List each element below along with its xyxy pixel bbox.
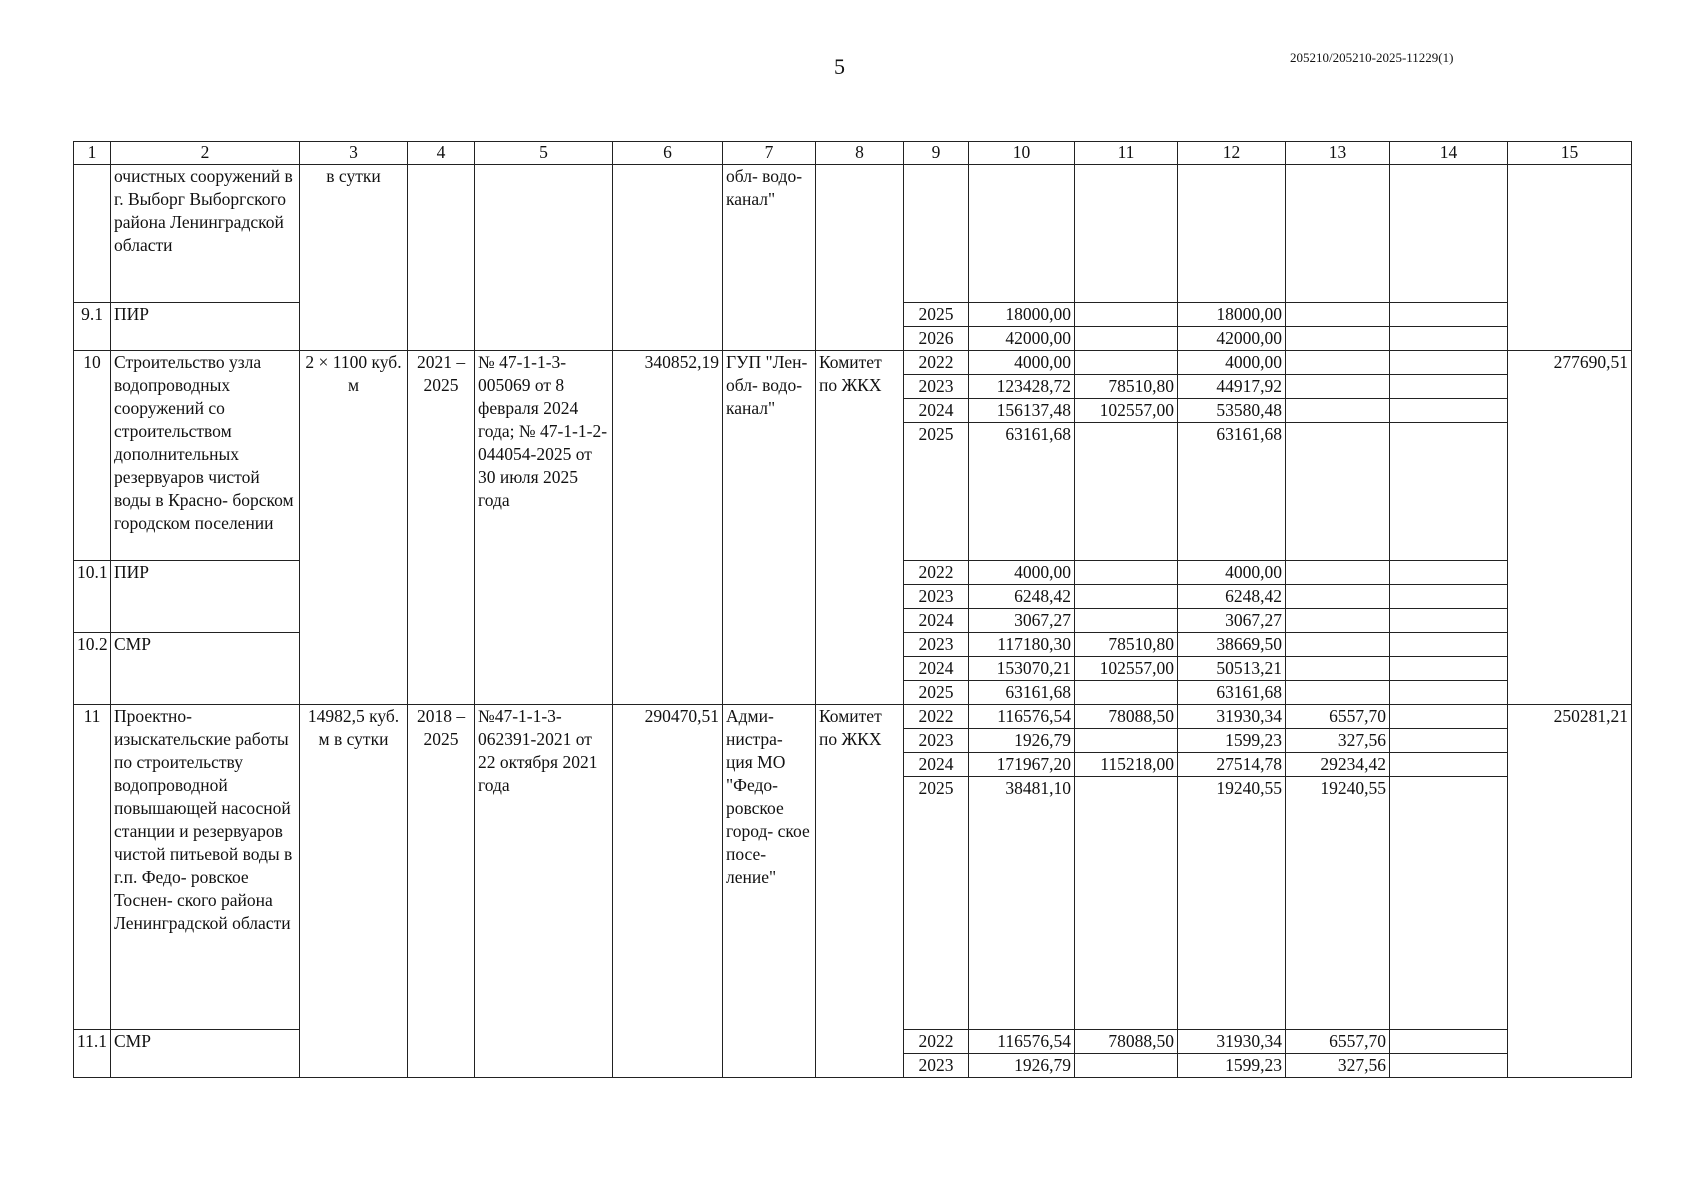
col-header: 11 <box>1075 142 1178 165</box>
cell-c12: 27514,78 <box>1178 753 1286 777</box>
cell-c12: 53580,48 <box>1178 399 1286 423</box>
cell-c14 <box>1390 423 1508 561</box>
cell-object-name: ПИР <box>111 561 300 633</box>
cell-num: 11.1 <box>74 1030 111 1078</box>
cell-year: 2022 <box>904 1030 969 1054</box>
cell-c10: 4000,00 <box>969 351 1075 375</box>
cell-c14 <box>1390 585 1508 609</box>
cell-c14 <box>1390 1030 1508 1054</box>
cell-capacity: 2 × 1100 куб. м <box>300 351 408 705</box>
cell-c10: 63161,68 <box>969 423 1075 561</box>
cell-c10: 1926,79 <box>969 729 1075 753</box>
cell-num: 11 <box>74 705 111 1030</box>
cell-c13 <box>1286 609 1390 633</box>
col-header: 15 <box>1508 142 1632 165</box>
cell-c12 <box>1178 165 1286 303</box>
cell-c10: 116576,54 <box>969 1030 1075 1054</box>
cell-c13 <box>1286 681 1390 705</box>
cell-c13 <box>1286 423 1390 561</box>
col-header: 13 <box>1286 142 1390 165</box>
col-header: 3 <box>300 142 408 165</box>
cell-year: 2026 <box>904 327 969 351</box>
cell-num: 10 <box>74 351 111 561</box>
cell-object-name: очистных сооружений в г. Выборг Выборгского района Ленинградской области <box>111 165 300 303</box>
cell-year: 2024 <box>904 657 969 681</box>
cell-c14 <box>1390 1054 1508 1078</box>
cell-c14 <box>1390 327 1508 351</box>
cell-period: 2021 – 2025 <box>408 351 475 705</box>
cell-c13 <box>1286 657 1390 681</box>
cell-customer <box>816 165 904 351</box>
cell-c11 <box>1075 609 1178 633</box>
cell-organization: ГУП "Лен- обл- водо- канал" <box>723 351 816 705</box>
column-number-row <box>74 142 1632 165</box>
cell-c13 <box>1286 351 1390 375</box>
cell-c11 <box>1075 561 1178 585</box>
cell-c12: 3067,27 <box>1178 609 1286 633</box>
cell-year: 2023 <box>904 633 969 657</box>
cell-c11 <box>1075 729 1178 753</box>
cell-year: 2025 <box>904 777 969 1030</box>
document-id: 205210/205210-2025-11229(1) <box>1290 50 1454 65</box>
cell-c12: 38669,50 <box>1178 633 1286 657</box>
cell-c10: 4000,00 <box>969 561 1075 585</box>
cell-c13 <box>1286 633 1390 657</box>
cell-c11 <box>1075 423 1178 561</box>
cell-year: 2024 <box>904 399 969 423</box>
cell-year <box>904 165 969 303</box>
cell-c10: 153070,21 <box>969 657 1075 681</box>
cell-year: 2023 <box>904 1054 969 1078</box>
cell-c13 <box>1286 165 1390 303</box>
cell-c14 <box>1390 375 1508 399</box>
cell-c11 <box>1075 327 1178 351</box>
cell-capacity: в сутки <box>300 165 408 351</box>
cell-c14 <box>1390 681 1508 705</box>
cell-c14 <box>1390 303 1508 327</box>
cell-c12: 19240,55 <box>1178 777 1286 1030</box>
cell-c12: 31930,34 <box>1178 705 1286 729</box>
cell-c11 <box>1075 681 1178 705</box>
cell-c14 <box>1390 633 1508 657</box>
cell-c14 <box>1390 657 1508 681</box>
col-header: 7 <box>723 142 816 165</box>
cell-c10: 18000,00 <box>969 303 1075 327</box>
cell-c10: 116576,54 <box>969 705 1075 729</box>
cell-c14 <box>1390 753 1508 777</box>
cell-c13 <box>1286 399 1390 423</box>
cell-c11: 78088,50 <box>1075 1030 1178 1054</box>
cell-c10: 123428,72 <box>969 375 1075 399</box>
cell-c10: 156137,48 <box>969 399 1075 423</box>
cell-year: 2023 <box>904 375 969 399</box>
cell-c14 <box>1390 729 1508 753</box>
cell-c14 <box>1390 351 1508 375</box>
cell-c10 <box>969 165 1075 303</box>
cell-c11: 102557,00 <box>1075 399 1178 423</box>
cell-c13 <box>1286 375 1390 399</box>
cell-year: 2022 <box>904 705 969 729</box>
cell-document <box>475 165 613 351</box>
cell-total: 250281,21 <box>1508 705 1632 1078</box>
cell-c13 <box>1286 303 1390 327</box>
cell-organization: обл- водо- канал" <box>723 165 816 351</box>
cell-c11 <box>1075 777 1178 1030</box>
cell-c13 <box>1286 327 1390 351</box>
cell-year: 2024 <box>904 609 969 633</box>
cell-c10: 38481,10 <box>969 777 1075 1030</box>
col-header: 9 <box>904 142 969 165</box>
col-header: 8 <box>816 142 904 165</box>
cell-c12: 44917,92 <box>1178 375 1286 399</box>
cell-c10: 3067,27 <box>969 609 1075 633</box>
cell-c14 <box>1390 561 1508 585</box>
cell-object-name: Строительство узла водопроводных сооружений со строительством дополнительных резервуаров чистой воды в Красно- борском городском поселении <box>111 351 300 561</box>
cell-num: 10.1 <box>74 561 111 633</box>
cell-period <box>408 165 475 351</box>
cell-object-name: Проектно- изыскательские работы по строительству водопроводной повышающей насосной станции и резервуаров чистой питьевой воды в г.п. Федо- ровское Тоснен- ского района Ленинградской области <box>111 705 300 1030</box>
cell-document: №47-1-1-3- 062391-2021 от 22 октября 2021 года <box>475 705 613 1078</box>
cell-c12: 1599,23 <box>1178 1054 1286 1078</box>
cell-object-name: СМР <box>111 1030 300 1078</box>
cell-c11: 102557,00 <box>1075 657 1178 681</box>
cell-c11 <box>1075 165 1178 303</box>
cell-c12: 63161,68 <box>1178 681 1286 705</box>
cell-c10: 171967,20 <box>969 753 1075 777</box>
cell-cost: 340852,19 <box>613 351 723 705</box>
cell-c10: 63161,68 <box>969 681 1075 705</box>
col-header: 6 <box>613 142 723 165</box>
col-header: 2 <box>111 142 300 165</box>
cell-object-name: ПИР <box>111 303 300 351</box>
cell-c11 <box>1075 303 1178 327</box>
cell-year: 2022 <box>904 561 969 585</box>
cell-c14 <box>1390 165 1508 303</box>
cell-document: № 47-1-1-3- 005069 от 8 февраля 2024 года; № 47-1-1-2- 044054-2025 от 30 июля 2025 года <box>475 351 613 705</box>
table-row-10 <box>74 351 1632 375</box>
cell-c10: 42000,00 <box>969 327 1075 351</box>
cell-c12: 63161,68 <box>1178 423 1286 561</box>
cell-c10: 1926,79 <box>969 1054 1075 1078</box>
col-header: 12 <box>1178 142 1286 165</box>
cell-c13: 327,56 <box>1286 1054 1390 1078</box>
col-header: 1 <box>74 142 111 165</box>
cell-c11 <box>1075 585 1178 609</box>
table-row-9-continuation <box>74 165 1632 303</box>
cell-c11 <box>1075 351 1178 375</box>
cell-c12: 4000,00 <box>1178 561 1286 585</box>
cell-c13 <box>1286 585 1390 609</box>
cell-c14 <box>1390 777 1508 1030</box>
cell-c10: 6248,42 <box>969 585 1075 609</box>
cell-c11: 78510,80 <box>1075 633 1178 657</box>
cell-capacity: 14982,5 куб. м в сутки <box>300 705 408 1078</box>
cell-c12: 6248,42 <box>1178 585 1286 609</box>
cell-period: 2018 – 2025 <box>408 705 475 1078</box>
page-number: 5 <box>834 54 845 79</box>
cell-total <box>1508 165 1632 351</box>
cell-year: 2023 <box>904 585 969 609</box>
cell-year: 2025 <box>904 423 969 561</box>
cell-c13 <box>1286 561 1390 585</box>
cell-c11: 78510,80 <box>1075 375 1178 399</box>
investment-table <box>73 141 1632 1078</box>
cell-cost: 290470,51 <box>613 705 723 1078</box>
cell-c14 <box>1390 399 1508 423</box>
col-header: 10 <box>969 142 1075 165</box>
cell-c12: 4000,00 <box>1178 351 1286 375</box>
cell-year: 2024 <box>904 753 969 777</box>
cell-c11: 78088,50 <box>1075 705 1178 729</box>
cell-organization: Адми- нистра- ция МО "Федо- ровское город- ское посе- ление" <box>723 705 816 1078</box>
cell-c14 <box>1390 705 1508 729</box>
cell-c12: 42000,00 <box>1178 327 1286 351</box>
table-row-11 <box>74 705 1632 729</box>
cell-c13: 6557,70 <box>1286 705 1390 729</box>
cell-year: 2025 <box>904 681 969 705</box>
cell-year: 2023 <box>904 729 969 753</box>
cell-year: 2025 <box>904 303 969 327</box>
cell-customer: Комитет по ЖКХ <box>816 705 904 1078</box>
cell-customer: Комитет по ЖКХ <box>816 351 904 705</box>
col-header: 14 <box>1390 142 1508 165</box>
col-header: 4 <box>408 142 475 165</box>
cell-c12: 18000,00 <box>1178 303 1286 327</box>
cell-num <box>74 165 111 303</box>
cell-c13: 19240,55 <box>1286 777 1390 1030</box>
cell-c13: 6557,70 <box>1286 1030 1390 1054</box>
cell-c13: 29234,42 <box>1286 753 1390 777</box>
cell-c12: 31930,34 <box>1178 1030 1286 1054</box>
cell-object-name: СМР <box>111 633 300 705</box>
cell-c12: 50513,21 <box>1178 657 1286 681</box>
cell-cost <box>613 165 723 351</box>
cell-c10: 117180,30 <box>969 633 1075 657</box>
cell-c13: 327,56 <box>1286 729 1390 753</box>
cell-c11: 115218,00 <box>1075 753 1178 777</box>
cell-c11 <box>1075 1054 1178 1078</box>
cell-num: 9.1 <box>74 303 111 351</box>
cell-num: 10.2 <box>74 633 111 705</box>
cell-year: 2022 <box>904 351 969 375</box>
cell-total: 277690,51 <box>1508 351 1632 705</box>
col-header: 5 <box>475 142 613 165</box>
cell-c12: 1599,23 <box>1178 729 1286 753</box>
cell-c14 <box>1390 609 1508 633</box>
